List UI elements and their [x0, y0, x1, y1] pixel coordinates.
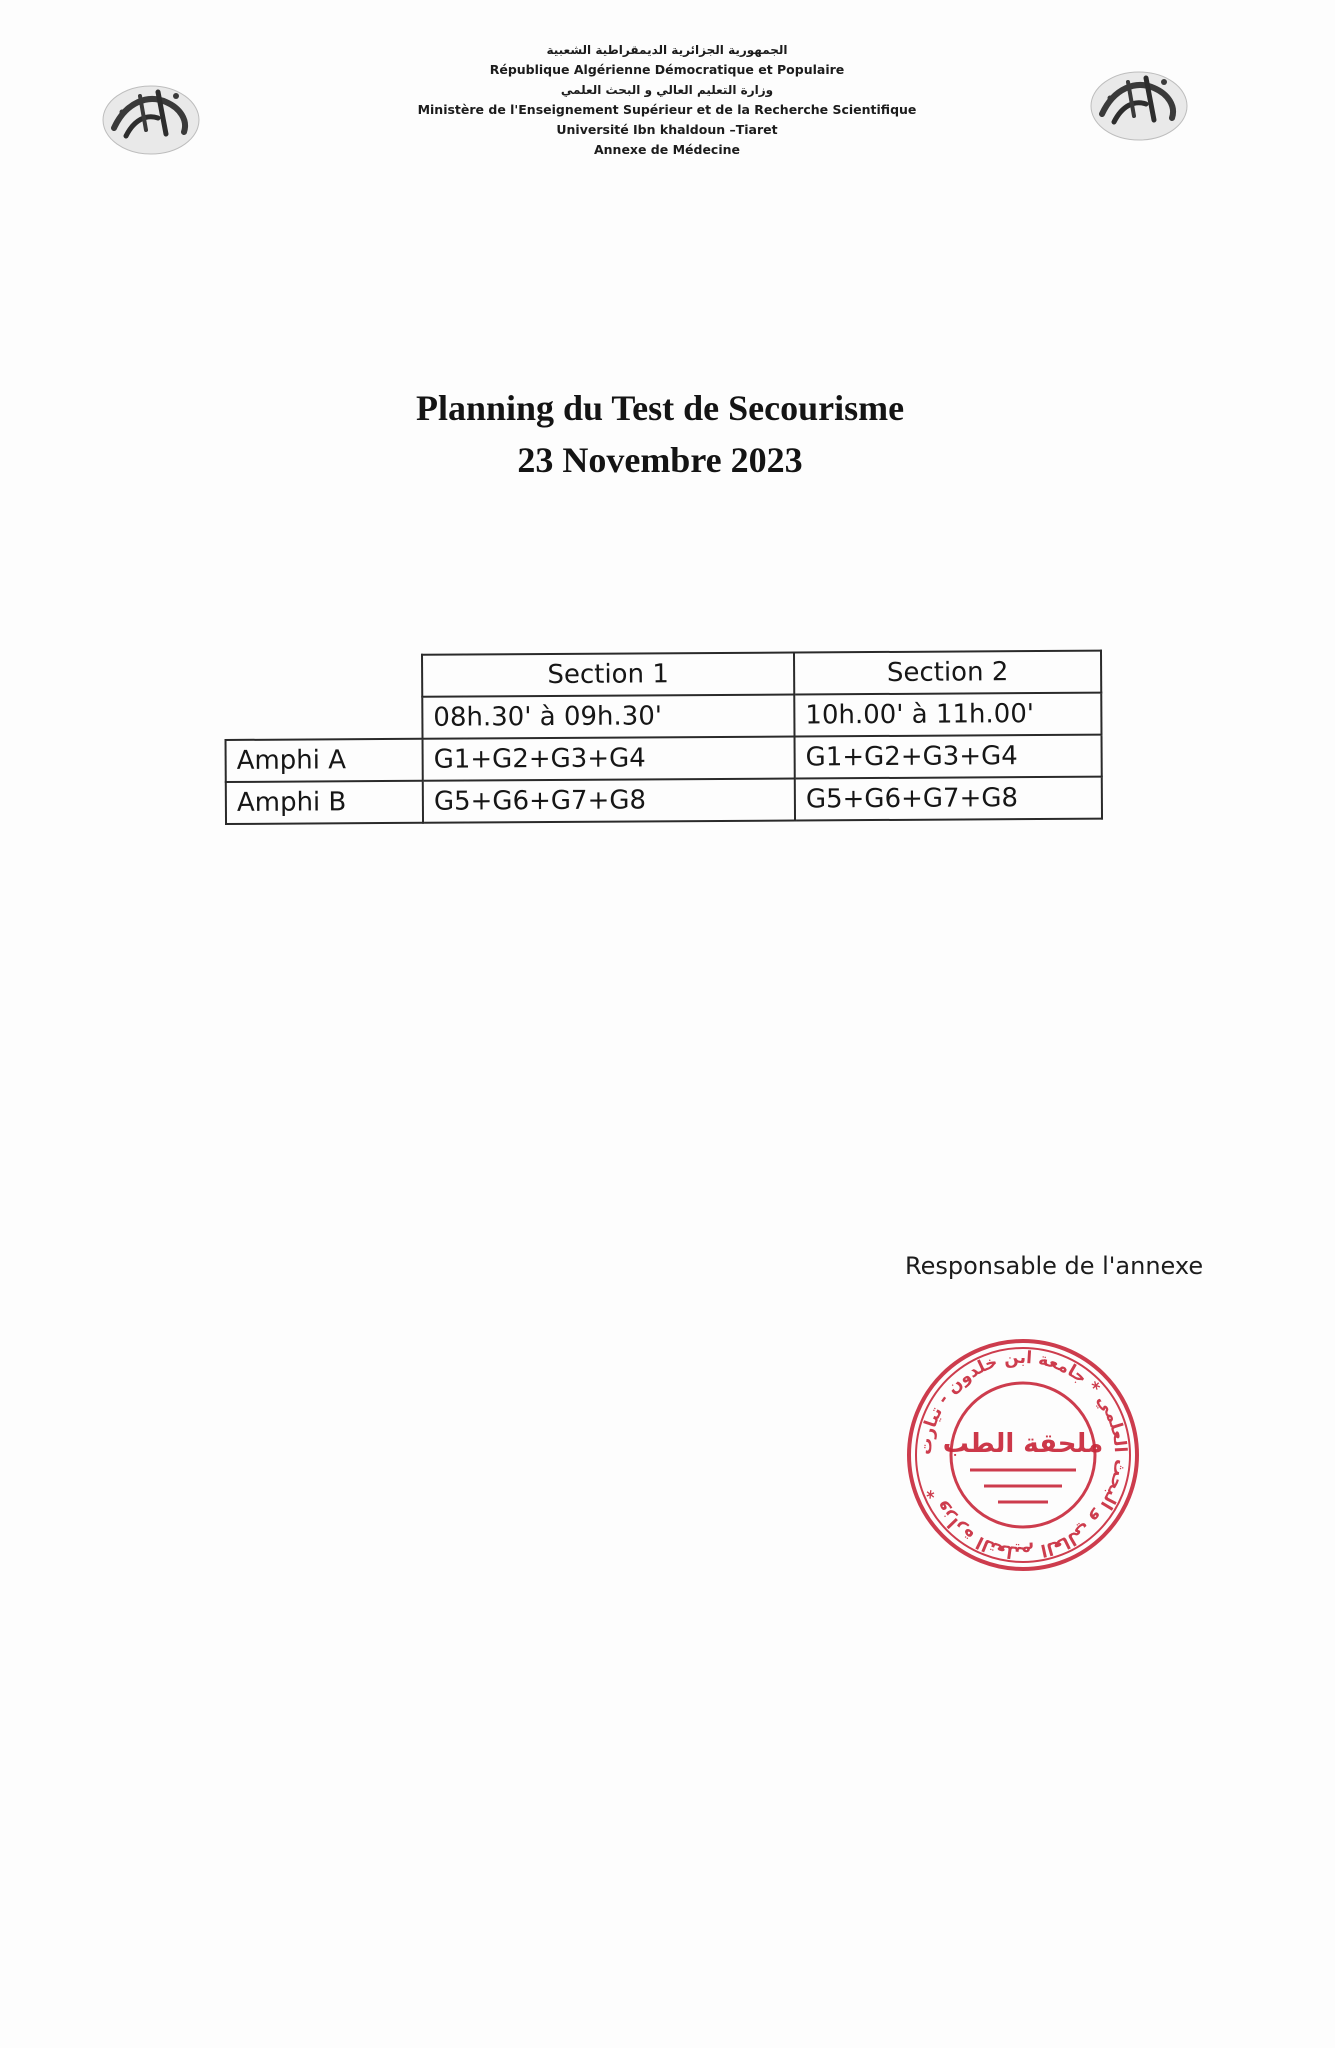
header-ministry-ar: وزارة التعليم العالي و البحث العلمي	[560, 83, 774, 97]
title-line-1: Planning du Test de Secourisme	[415, 388, 905, 428]
cell-amphi-a-section-2: G1+G2+G3+G4	[795, 735, 1102, 779]
university-logo-left	[96, 72, 206, 162]
title-date: 23 Novembre 2023	[517, 440, 803, 480]
table-header-row	[225, 651, 1101, 698]
column-header-section-2: Section 2	[794, 651, 1101, 695]
time-section-2: 10h.00' à 11h.00'	[794, 693, 1101, 737]
stamp-center-text: ملحقة الطب	[942, 1429, 1104, 1459]
official-stamp-icon	[898, 1330, 1148, 1580]
schedule-table	[224, 650, 1103, 825]
table-time-row	[225, 693, 1101, 740]
header-republic-fr: République Algérienne Démocratique et Populaire	[489, 62, 845, 77]
header-annex: Annexe de Médecine	[593, 142, 741, 157]
cell-amphi-a-section-1: G1+G2+G3+G4	[423, 737, 795, 781]
signature-label: Responsable de l'annexe	[905, 1252, 1204, 1280]
university-logo-right	[1084, 58, 1194, 148]
header-ministry-fr: Ministère de l'Enseignement Supérieur et de la Recherche Scientifique	[417, 102, 917, 117]
university-emblem-icon	[96, 72, 206, 162]
letterhead	[367, 40, 967, 160]
table-row	[226, 735, 1102, 782]
header-university: Université Ibn khaldoun –Tiaret	[556, 122, 778, 137]
row-label-amphi-b: Amphi B	[226, 781, 423, 824]
table-corner-cell	[225, 697, 422, 740]
stamp-outer-text: وزارة التعليم العالي و البحث العلمي * جامعة ابن خلدون - تيارت *	[915, 1347, 1131, 1563]
table-corner-cell	[225, 655, 422, 698]
time-section-1: 08h.30' à 09h.30'	[422, 695, 794, 739]
university-emblem-icon	[1084, 58, 1194, 148]
official-stamp	[898, 1330, 1148, 1580]
table-row	[226, 777, 1102, 824]
header-republic-ar: الجمهورية الجزائرية الديمقراطية الشعبية	[546, 43, 788, 57]
document-title	[300, 385, 1020, 483]
cell-amphi-b-section-2: G5+G6+G7+G8	[795, 777, 1102, 821]
column-header-section-1: Section 1	[422, 653, 794, 697]
cell-amphi-b-section-1: G5+G6+G7+G8	[423, 779, 795, 823]
row-label-amphi-a: Amphi A	[226, 739, 423, 782]
